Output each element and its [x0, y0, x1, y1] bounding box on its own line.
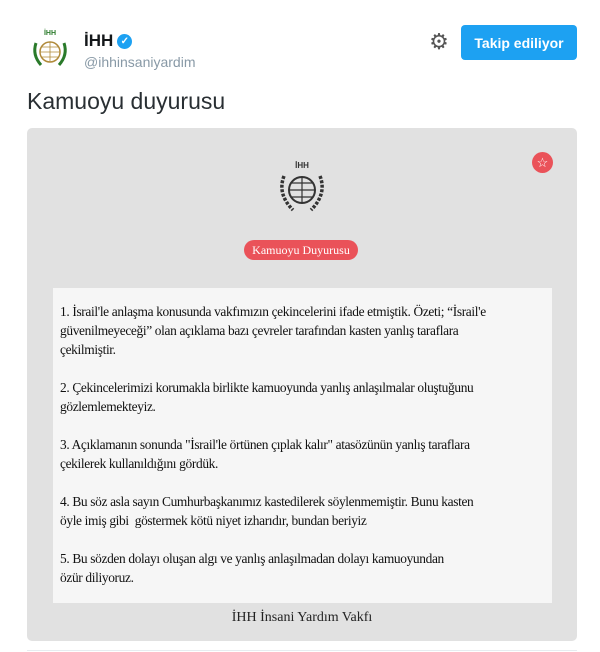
divider: [27, 650, 577, 651]
text-line: öyle imiş gibi göstermek kötü niyet izharıdır, bundan beriyiz: [60, 513, 367, 528]
text-line: 2. Çekincelerimizi korumakla birlikte kamuoyunda yanlış anlaşılmalar oluştuğunu: [60, 380, 474, 395]
account-name-text: İHH: [84, 31, 114, 50]
svg-text:İHH: İHH: [295, 161, 309, 170]
paragraph-3: [60, 435, 546, 473]
paragraph-5: [60, 549, 546, 587]
text-line: 3. Açıklamanın sonunda "İsrail'le örtünen çıplak kalır" atasözünün yanlış taraflara: [60, 437, 470, 452]
account-name[interactable]: [84, 31, 132, 51]
ihh-logo: [271, 160, 333, 216]
verified-badge-icon: ✓: [117, 34, 132, 49]
text-line: güvenilmeyeceği” olan açıklama bazı çevreler tarafından kasten yanlış taraflara: [60, 323, 459, 338]
announcement-text: [53, 288, 552, 603]
text-line: gözlemlemekteyiz.: [60, 399, 156, 414]
text-line: çekilmiştir.: [60, 342, 116, 357]
gear-icon[interactable]: ⚙: [429, 29, 449, 54]
signature: İHH İnsani Yardım Vakfı: [231, 610, 373, 625]
tweet-text: Kamuoyu duyurusu: [27, 88, 226, 114]
following-button[interactable]: Takip ediliyor: [461, 25, 577, 60]
text-line: 1. İsrail'le anlaşma konusunda vakfımızın çekincelerini ifade etmiştik. Özeti; “İsrail'e: [60, 304, 486, 319]
avatar[interactable]: [27, 27, 73, 73]
text-line: 4. Bu söz asla sayın Cumhurbaşkanımız kastedilerek söylenmemiştir. Bunu kasten: [60, 494, 474, 509]
text-line: özür diliyoruz.: [60, 570, 134, 585]
paragraph-4: [60, 492, 546, 530]
text-line: çekilerek kullanıldığını gördük.: [60, 456, 219, 471]
text-line: 5. Bu sözden dolayı oluşan algı ve yanlış anlaşılmadan dolayı kamuoyundan: [60, 551, 444, 566]
account-handle[interactable]: @ihhinsaniyardim: [84, 54, 196, 70]
announcement-badge: Kamuoyu Duyurusu: [244, 240, 358, 260]
svg-text:İHH: İHH: [43, 30, 57, 37]
paragraph-2: [60, 378, 546, 416]
star-icon: ☆: [532, 152, 553, 173]
paragraph-1: [60, 302, 546, 359]
